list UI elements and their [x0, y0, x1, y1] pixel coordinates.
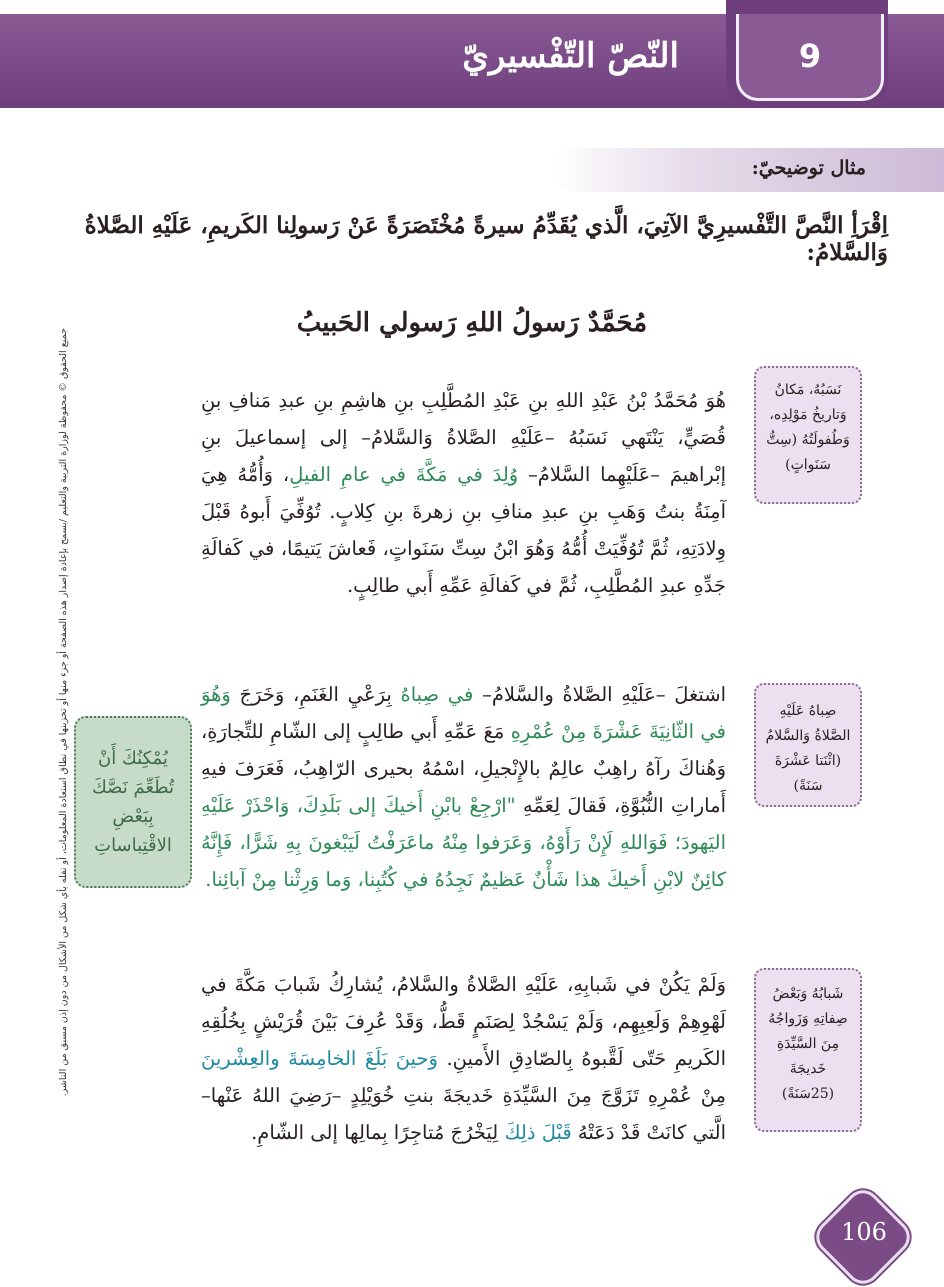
- example-label: مثال توضيحيّ:: [751, 157, 866, 179]
- tip-box: يُمْكِنُكَ أَنْ تُطَعِّمَ نَصَّكَ بِبَعْضِ الاقْتِباساتِ: [74, 716, 192, 888]
- paragraph-lineage: [201, 382, 726, 604]
- paragraph-youth: [201, 676, 726, 898]
- copyright-notice: جميع الحقوق © محفوظة لوزارة التربية والتعليم /يسمح بإعادة إصدار هذه الصفحة أو جزء منها أو تخزينها في نطاق استعادة المعلومات، أو نقله بأي شكل من الأشكال من دون إذن مسبق من الناشر.: [58, 328, 69, 1097]
- paragraph-text: هُوَ مُحَمَّدُ بْنُ عَبْدِ اللهِ بنِ عَبْدِ المُطَّلِبِ بنِ هاشِمِ بنِ عبدِ مَنافِ بنِ قُصَيٍّ، يَنْتَهي نَسَبُهُ –عَلَيْهِ الصَّلاةُ وَالسَّلامُ– إلى إسماعيلَ بنِ إبْراهيمَ –عَلَيْهِما السَّلامُ–: [201, 389, 726, 486]
- page-number-badge: [822, 1196, 906, 1280]
- lesson-title: النّصّ التّفْسيريّ: [462, 36, 679, 76]
- lesson-header: [0, 0, 944, 108]
- paragraph-text: لِيَخْرُجَ مُتاجِرًا بِمالِها إلى الشّامِ.: [251, 1121, 505, 1144]
- paragraph-text: بِرَعْيِ الغَنَمِ، وَخَرَجَ: [230, 683, 401, 706]
- page-number: 106: [841, 1218, 887, 1246]
- highlight-quote: "ارْجِعْ بابْنِ أَخيكَ إلى بَلَدِكَ، وَاحْذَرْ عَلَيْهِ اليَهودَ؛ فَوَاللهِ لَإِنْ رَأَوْهُ، وَعَرَفوا مِنْهُ ماعَرَفْتُ لَيَبْغونَ بِهِ شَرًّا، فَإِنَّهُ كائِنٌ لابْنِ أَخيكَ هذا شَأْنٌ عَظيمٌ نَجِدُهُ في كُتُبِنا، وَما وَرِثْنا مِنْ آبائِنا.: [201, 794, 726, 891]
- paragraph-text: ، وَأُمُّهُ هِيَ آمِنَةُ بنتُ وَهَبِ بنِ عبدِ منافِ بنِ زهرةَ بنِ كِلابٍ. تُوُفِّيَ أَبوهُ قَبْلَ وِلادَتِهِ، ثُمَّ تُوُفِّيَتْ أُمُّهُ وَهُوَ ابْنُ سِتِّ سَنَواتٍ، فَعاشَ يَتيمًا، في كَفالَةِ جَدِّهِ عبدِ المُطَّلِبِ، ثُمَّ في كَفالَةِ عَمِّهِ أَبي طالِبٍ.: [201, 463, 726, 597]
- highlight-youth: في صِباهُ: [400, 683, 474, 706]
- side-note-lineage: نَسَبُهُ، مَكانُ وَتاريخُ مَوْلِدِه، وَطُفولَتُهُ (سِتُّ سَنَواتٍ): [754, 366, 862, 504]
- instruction-text: اِقْرَأِ النَّصَّ التَّفْسيرِيَّ الآتِيَ، الَّذي يُقَدِّمُ سيرةً مُخْتَصَرَةً عَنْ رَسولِنا الكَريمِ، عَلَيْهِ الصَّلاةُ وَالسَّلامُ:: [84, 212, 888, 266]
- paragraph-text: اشتغلَ –عَلَيْهِ الصَّلاةُ والسَّلامُ–: [473, 683, 727, 706]
- lesson-number-box: [736, 14, 884, 101]
- paragraph-adulthood: [201, 966, 726, 1151]
- side-note-marriage: شَبابُهُ وَبَعْضُ صِفاتِهِ وَزَواجُهُ مِنَ السَّيِّدَةِ خَديجَةَ (25سَنَةً): [754, 968, 862, 1132]
- example-label-pill: [552, 148, 944, 192]
- paragraph-text: مِنْ عُمْرِهِ تَزَوَّجَ مِنَ السَّيِّدَةِ خَديجَةَ بنتِ خُوَيْلِدٍ –رَضِيَ اللهُ عَنْها– الَّتي كانَتْ قَدْ دَعَتْهُ: [201, 1084, 726, 1144]
- highlight-birth: وُلِدَ في مَكَّةَ في عامِ الفيلِ: [289, 463, 519, 486]
- paragraph-text: وَلَمْ يَكُنْ في شَبابِهِ، عَلَيْهِ الصَّلاةُ والسَّلامُ، يُشارِكُ شَبابَ مَكَّةَ في لَهْوِهِمْ وَلَعِبِهِم، وَلَمْ يَسْجُدْ لِصَنَمٍ قَطُّ، وَقَدْ عُرِفَ بَيْنَ قُرَيْشٍ بِخُلُقِهِ الكَريمِ حَتّى لَقَّبوهُ بِالصّادِقِ الأَمينِ.: [201, 973, 726, 1070]
- highlight-age-twenty-five: وَحينَ بَلَغَ الخامِسَةَ والعِشْرينَ: [201, 1047, 438, 1070]
- paragraph-text: مَعَ عَمِّهِ أَبي طالِبٍ إلى الشّامِ للتِّجارَةِ، وَهُناكَ رآهُ راهِبٌ عالِمٌ بالإِنْجيلِ، اسْمُهُ بحيرى الرّاهِبُ، فَعَرَفَ فيهِ أَماراتِ النُّبُوَّةِ، فَقالَ لِعَمِّهِ: [201, 720, 726, 817]
- lesson-number: 9: [798, 37, 822, 75]
- highlight-before-that: قَبْلَ ذلِكَ: [504, 1121, 572, 1144]
- highlight-age-twelve: وَهُوَ في الثّانِيَةَ عَشْرَةَ مِنْ عُمْرِهِ: [201, 683, 727, 743]
- text-title: مُحَمَّدٌ رَسولُ اللهِ رَسولي الحَبيبُ: [296, 308, 648, 338]
- side-note-youth: صِباهُ عَلَيْهِ الصَّلاةُ وَالسَّلامُ (اثْنَتا عَشْرَةَ سَنَةً): [754, 683, 862, 807]
